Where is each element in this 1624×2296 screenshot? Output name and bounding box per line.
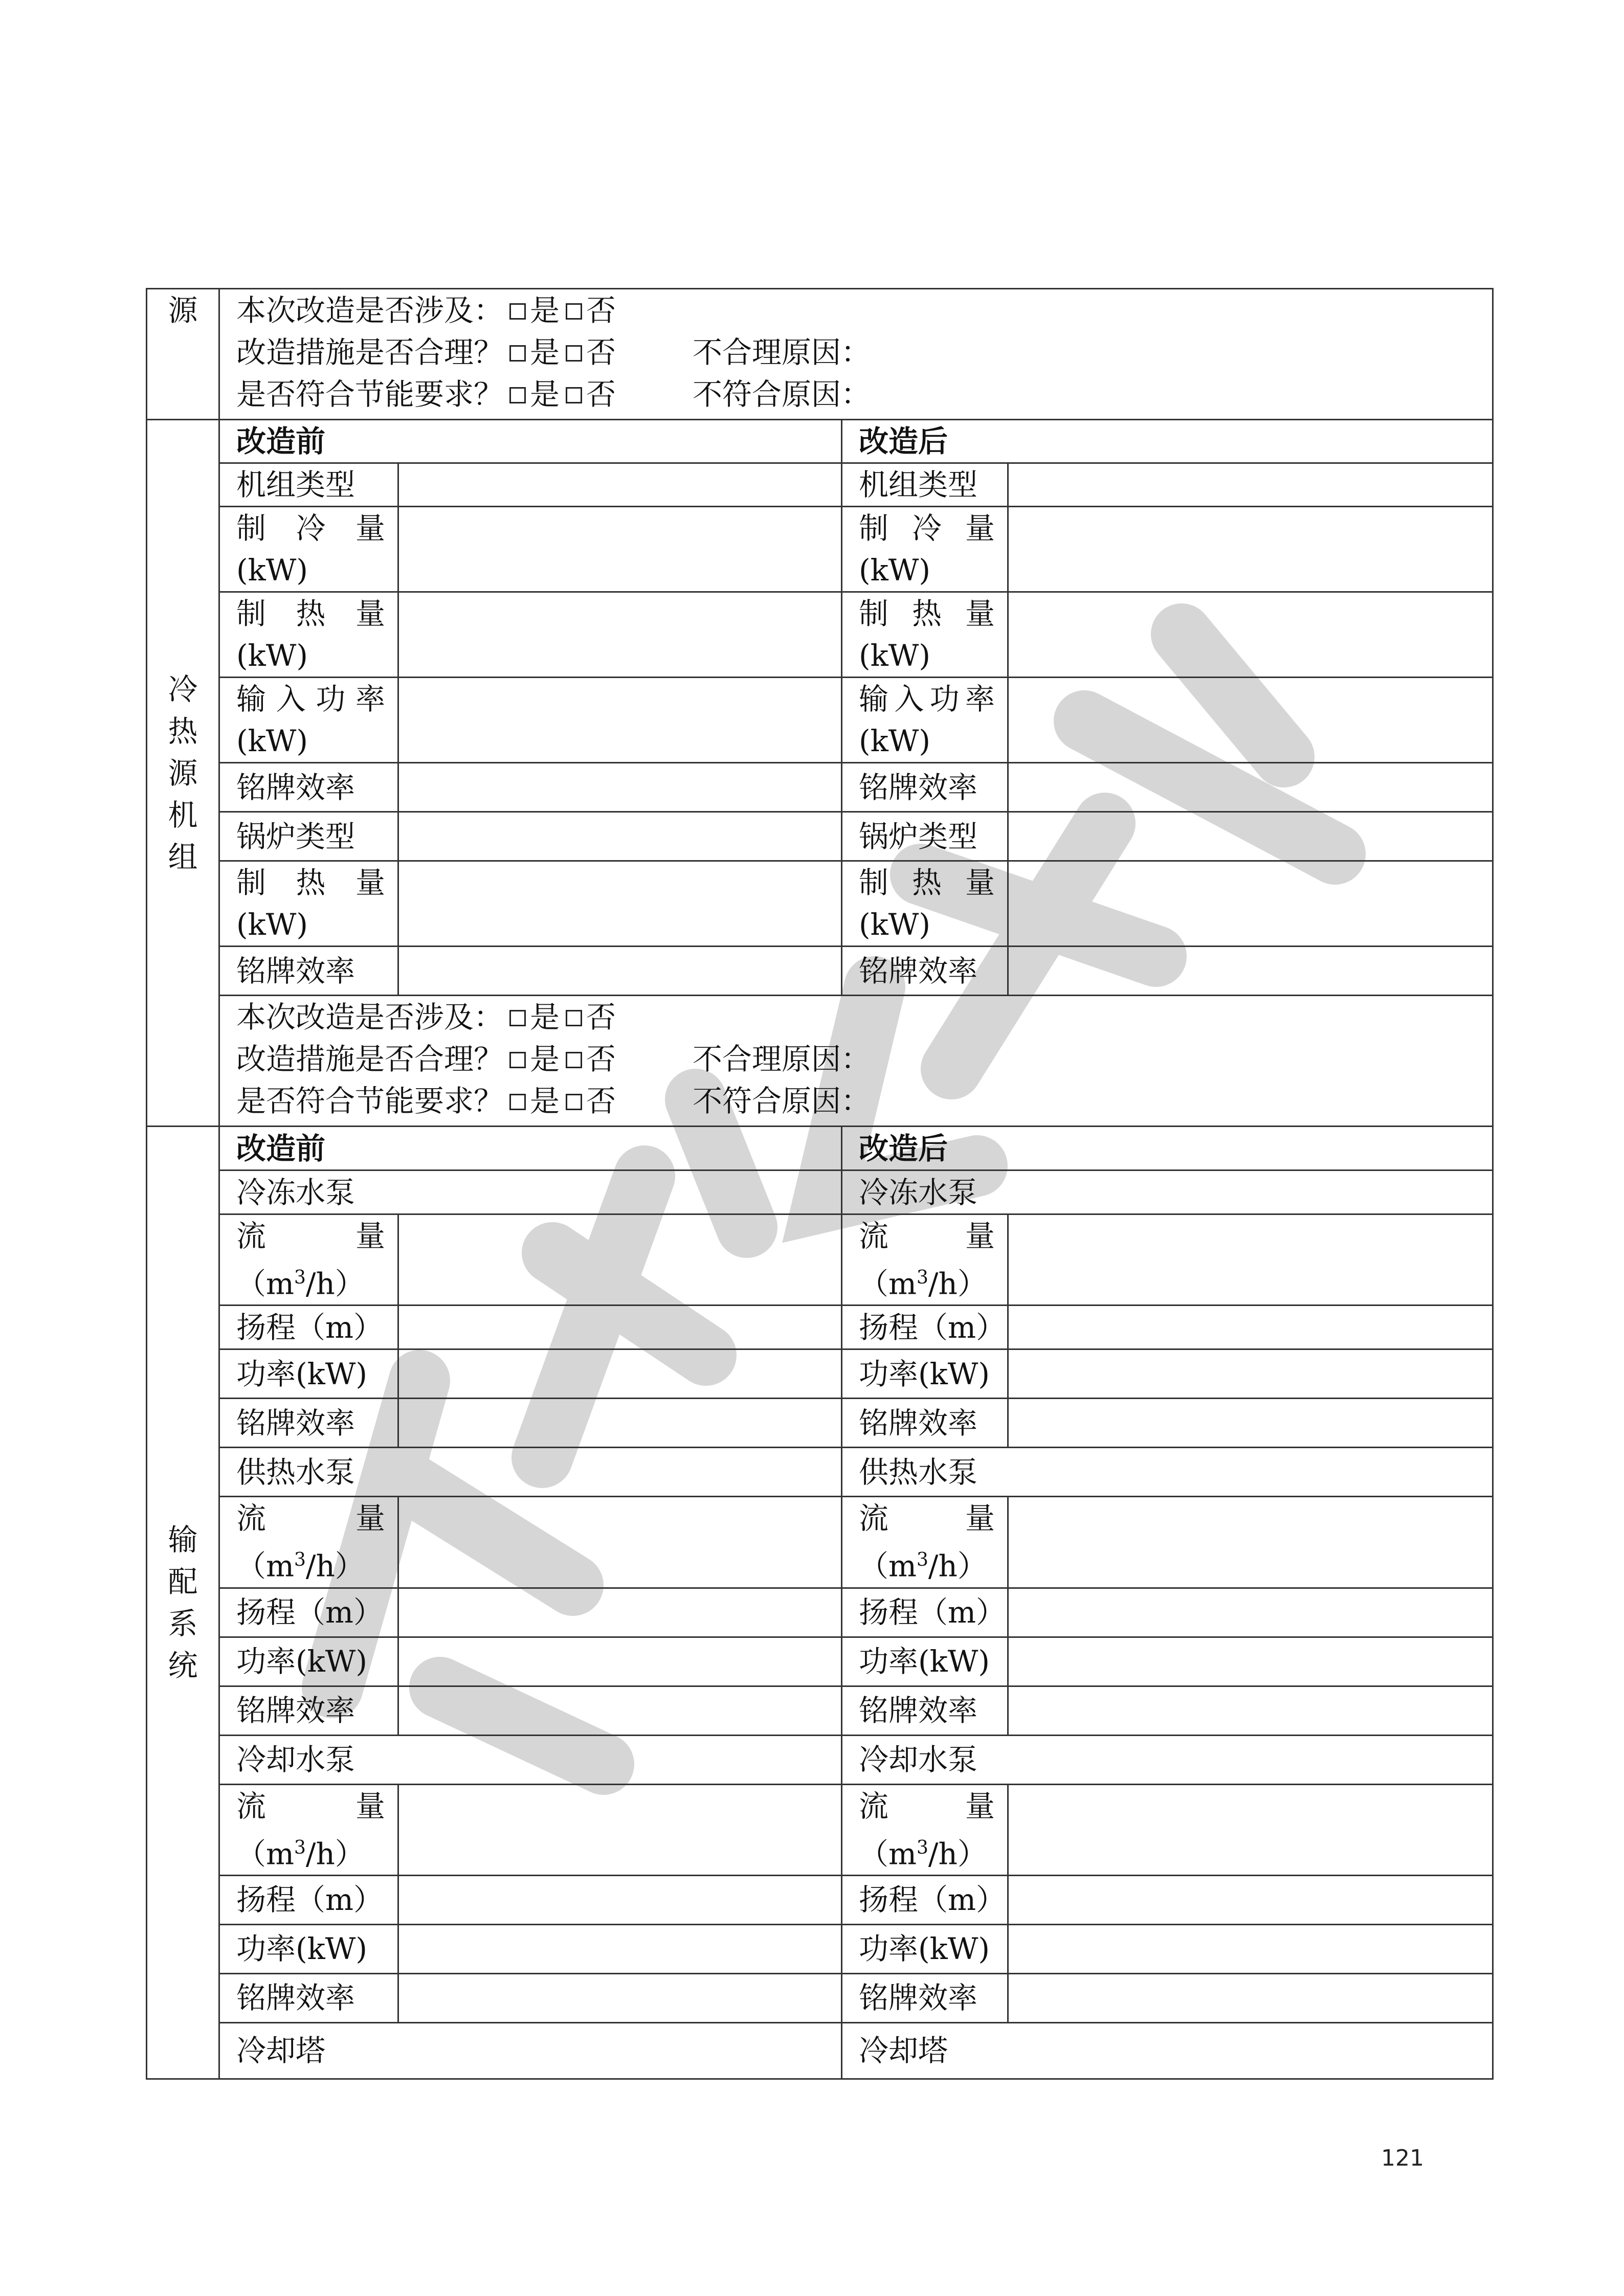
checkbox-yes[interactable] (509, 303, 526, 320)
checkbox-no[interactable] (566, 303, 582, 320)
input-cooling-capacity-after[interactable] (1008, 507, 1493, 592)
label-hot-water-pump: 供热水泵 (842, 1448, 1493, 1497)
input-unit-type-after[interactable] (1008, 463, 1493, 507)
input-boiler-heating-capacity-before[interactable] (398, 861, 842, 947)
label-flow: 流 量 $(m^3/h)$ (219, 1214, 398, 1305)
input-boiler-efficiency-before[interactable] (398, 947, 842, 996)
input-chw-head-after[interactable] (1008, 1305, 1493, 1349)
label-head: 扬程（m） (842, 1875, 1008, 1924)
label-flow: 流 量 $(m^3/h)$ (219, 1784, 398, 1875)
input-hw-efficiency-before[interactable] (398, 1686, 842, 1735)
input-cooling-capacity-before[interactable] (398, 507, 842, 592)
label-cooling-capacity: 制 冷 量 (kW) (219, 507, 398, 592)
input-boiler-efficiency-after[interactable] (1008, 947, 1493, 996)
input-hw-head-before[interactable] (398, 1588, 842, 1637)
input-hw-flow-before[interactable] (398, 1497, 842, 1588)
input-chw-efficiency-after[interactable] (1008, 1399, 1493, 1448)
checkbox-yes[interactable] (509, 1010, 526, 1026)
label-flow: 流 量 $(m^3/h)$ (842, 1497, 1008, 1588)
input-chw-head-before[interactable] (398, 1305, 842, 1349)
input-cw-flow-before[interactable] (398, 1784, 842, 1875)
header-before: 改造前 (219, 1127, 842, 1170)
input-input-power-before[interactable] (398, 678, 842, 763)
input-cw-head-after[interactable] (1008, 1875, 1493, 1924)
label-nameplate-efficiency: 铭牌效率 (842, 1973, 1008, 2022)
input-heating-capacity-before[interactable] (398, 592, 842, 678)
label-head: 扬程（m） (219, 1588, 398, 1637)
label-unit-type: 机组类型 (842, 463, 1008, 507)
input-chw-power-after[interactable] (1008, 1349, 1493, 1399)
retrofit-form-table (146, 288, 1494, 2080)
label-flow: 流 量 $(m^3/h)$ (842, 1214, 1008, 1305)
label-heating-capacity: 制 热 量 (kW) (842, 861, 1008, 947)
label-power: 功率(kW) (219, 1924, 398, 1973)
label-input-power: 输 入 功 率 (kW) (219, 678, 398, 763)
checkbox-yes[interactable] (509, 345, 526, 362)
checkbox-yes[interactable] (509, 1094, 526, 1110)
label-nameplate-efficiency: 铭牌效率 (219, 763, 398, 812)
input-cw-efficiency-before[interactable] (398, 1973, 842, 2022)
label-input-power: 输 入 功 率 (kW) (842, 678, 1008, 763)
label-nameplate-efficiency: 铭牌效率 (219, 1686, 398, 1735)
label-boiler-type: 锅炉类型 (842, 812, 1008, 861)
input-hw-efficiency-after[interactable] (1008, 1686, 1493, 1735)
input-chw-flow-after[interactable] (1008, 1214, 1493, 1305)
section-label-source-tail: 源 (147, 289, 219, 420)
input-chw-flow-before[interactable] (398, 1214, 842, 1305)
checkbox-no[interactable] (566, 1010, 582, 1026)
input-cw-power-after[interactable] (1008, 1924, 1493, 1973)
label-head: 扬程（m） (842, 1305, 1008, 1349)
checkbox-no[interactable] (566, 1052, 582, 1068)
input-hw-flow-after[interactable] (1008, 1497, 1493, 1588)
input-boiler-type-before[interactable] (398, 812, 842, 861)
label-heating-capacity: 制 热 量 (kW) (219, 861, 398, 947)
checkbox-yes[interactable] (509, 387, 526, 403)
input-input-power-after[interactable] (1008, 678, 1493, 763)
header-after: 改造后 (842, 1127, 1493, 1170)
label-nameplate-efficiency: 铭牌效率 (219, 1973, 398, 2022)
label-nameplate-efficiency: 铭牌效率 (842, 947, 1008, 996)
label-unit-type: 机组类型 (219, 463, 398, 507)
checklist-block: 本次改造是否涉及： 是 否 改造措施是否合理？ 是 否 不合理原因： 是否符合节能要求？ 是 否 不符合原因： (219, 289, 1493, 420)
input-cw-flow-after[interactable] (1008, 1784, 1493, 1875)
header-after: 改造后 (842, 420, 1493, 463)
page-number: 121 (1381, 2145, 1424, 2171)
label-power: 功率(kW) (219, 1637, 398, 1686)
label-heating-capacity: 制 热 量 (kW) (219, 592, 398, 678)
section-label-distribution: 输 配 系 统 (147, 1127, 219, 2079)
checkbox-no[interactable] (566, 1094, 582, 1110)
label-nameplate-efficiency: 铭牌效率 (842, 1399, 1008, 1448)
label-cooling-capacity: 制 冷 量 (kW) (842, 507, 1008, 592)
checklist-block: 本次改造是否涉及： 是 否 改造措施是否合理？ 是 否 不合理原因： 是否符合节能要求？ 是 否 不符合原因： (219, 996, 1493, 1127)
header-before: 改造前 (219, 420, 842, 463)
input-boiler-heating-capacity-after[interactable] (1008, 861, 1493, 947)
input-chw-efficiency-before[interactable] (398, 1399, 842, 1448)
label-nameplate-efficiency: 铭牌效率 (842, 763, 1008, 812)
label-cooling-water-pump: 冷却水泵 (842, 1735, 1493, 1784)
label-chilled-water-pump: 冷冻水泵 (842, 1170, 1493, 1214)
label-heating-capacity: 制 热 量 (kW) (842, 592, 1008, 678)
input-cw-head-before[interactable] (398, 1875, 842, 1924)
input-cw-efficiency-after[interactable] (1008, 1973, 1493, 2022)
label-power: 功率(kW) (842, 1637, 1008, 1686)
label-power: 功率(kW) (219, 1349, 398, 1399)
section-label-unit: 冷 热 源 机 组 (147, 420, 219, 1127)
label-cooling-water-pump: 冷却水泵 (219, 1735, 842, 1784)
label-flow: 流 量 $(m^3/h)$ (842, 1784, 1008, 1875)
checkbox-no[interactable] (566, 345, 582, 362)
label-cooling-tower: 冷却塔 (842, 2022, 1493, 2079)
label-head: 扬程（m） (219, 1305, 398, 1349)
input-hw-power-after[interactable] (1008, 1637, 1493, 1686)
label-boiler-type: 锅炉类型 (219, 812, 398, 861)
label-nameplate-efficiency: 铭牌效率 (842, 1686, 1008, 1735)
input-cw-power-before[interactable] (398, 1924, 842, 1973)
label-nameplate-efficiency: 铭牌效率 (219, 947, 398, 996)
label-power: 功率(kW) (842, 1349, 1008, 1399)
label-flow: 流 量 $(m^3/h)$ (219, 1497, 398, 1588)
label-power: 功率(kW) (842, 1924, 1008, 1973)
input-nameplate-efficiency-before[interactable] (398, 763, 842, 812)
label-hot-water-pump: 供热水泵 (219, 1448, 842, 1497)
input-heating-capacity-after[interactable] (1008, 592, 1493, 678)
input-hw-power-before[interactable] (398, 1637, 842, 1686)
label-cooling-tower: 冷却塔 (219, 2022, 842, 2079)
label-chilled-water-pump: 冷冻水泵 (219, 1170, 842, 1214)
input-nameplate-efficiency-after[interactable] (1008, 763, 1493, 812)
input-chw-power-before[interactable] (398, 1349, 842, 1399)
input-boiler-type-after[interactable] (1008, 812, 1493, 861)
label-head: 扬程（m） (842, 1588, 1008, 1637)
checkbox-no[interactable] (566, 387, 582, 403)
checkbox-yes[interactable] (509, 1052, 526, 1068)
input-unit-type-before[interactable] (398, 463, 842, 507)
label-head: 扬程（m） (219, 1875, 398, 1924)
label-nameplate-efficiency: 铭牌效率 (219, 1399, 398, 1448)
input-hw-head-after[interactable] (1008, 1588, 1493, 1637)
